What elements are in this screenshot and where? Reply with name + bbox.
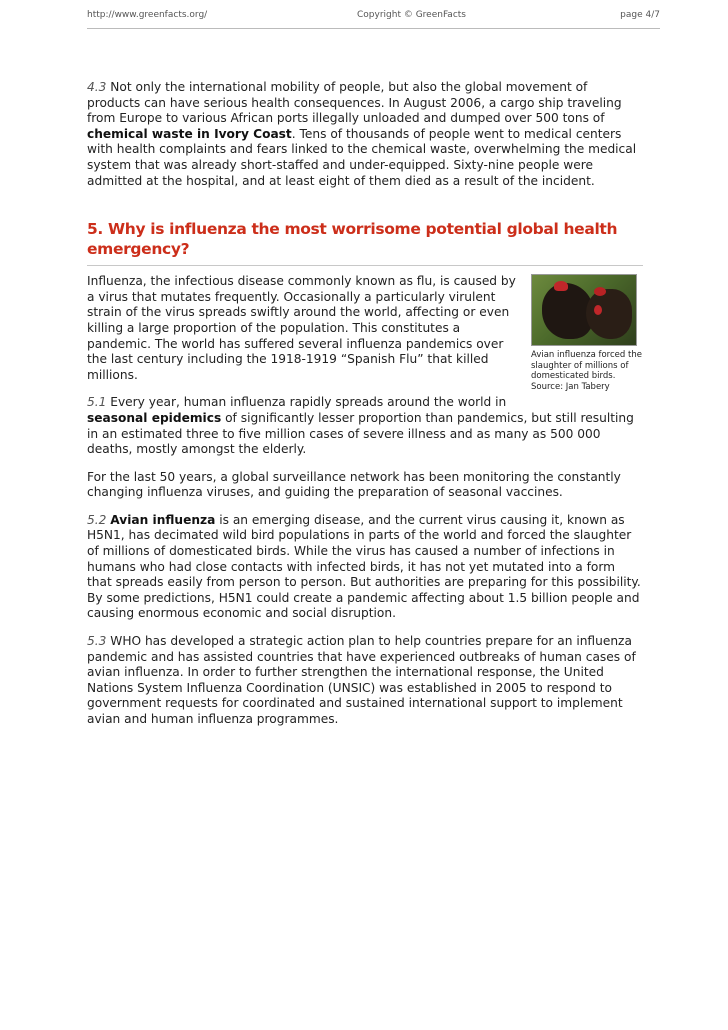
- header-page-number: page 4/7: [620, 10, 660, 20]
- header-url[interactable]: http://www.greenfacts.org/: [87, 10, 208, 20]
- section-number: 5.2: [87, 512, 107, 527]
- paragraph-5-3: 5.3 WHO has developed a strategic action plan to help countries prepare for an influenza pandemic and has assisted countries that have experienced outbreaks of human cases of avian influenza. In order to further strengthen the international response, the United Nations System Influenza Coordination (UNSIC) was established in 2005 to respond to government requests for coordinated and sustained international support to implement avian and human influenza programmes.: [87, 634, 636, 726]
- hens-photo: [531, 274, 637, 346]
- page-header: [87, 10, 660, 29]
- figure-hens: [531, 274, 643, 392]
- figure-source: Source: Jan Tabery: [531, 381, 610, 392]
- keyword-avian-influenza: Avian influenza: [110, 512, 216, 527]
- figure-caption: Avian influenza forced the slaughter of millions of domesticated birds.: [531, 350, 642, 382]
- section-number: 4.3: [87, 80, 107, 94]
- header-copyright: Copyright © GreenFacts: [357, 10, 466, 20]
- section-number: 5.1: [87, 395, 107, 410]
- keyword-chemical-waste: chemical waste in Ivory Coast: [87, 126, 292, 141]
- section-number: 5.3: [87, 634, 107, 649]
- paragraph-surveillance: For the last 50 years, a global surveillance network has been monitoring the constantly changing influenza viruses, and guiding the preparation of seasonal vaccines.: [87, 469, 621, 500]
- paragraph-5-2: 5.2 Avian influenza is an emerging disease, and the current virus causing it, known as H5N1, has decimated wild bird populations in parts of the world and forced the slaughter of millions of domesticated birds. While the virus has caused a number of infections in humans who had close contacts with infected birds, it has not yet mutated into a form that spreads easily from person to person. But authorities are preparing for this possibility. By some predictions, H5N1 could create a pandemic affecting about 1.5 billion people and causing enormous economic and social disruption.: [87, 512, 641, 621]
- paragraph-4-3: 4.3 Not only the international mobility of people, but also the global movement of products can have serious health consequences. In August 2006, a cargo ship traveling from Europe to various African ports illegally unloaded and dumped over 500 tons of chemical waste in Ivory Coast. Tens of thousands of people went to medical centers with health complaints and fears linked to the chemical waste, overwhelming the medical system that was already short-staffed and under-equipped. Sixty-nine people were admitted at the hospital, and at least eight of them died as a result of the incident.: [87, 80, 637, 188]
- section-heading: 5. Why is influenza the most worrisome potential global health emergency?: [87, 219, 643, 266]
- document-body: [87, 80, 643, 740]
- paragraph-5-1: 5.1 Every year, human influenza rapidly spreads around the world in seasonal epidemics of significantly lesser proportion than pandemics, but still resulting in an estimated three to five million cases of severe illness and as many as 500 000 deaths, mostly amongst the elderly.: [87, 395, 634, 457]
- paragraph-intro: Influenza, the infectious disease commonly known as flu, is caused by a virus that mutates frequently. Occasionally a particularly virulent strain of the virus spreads swiftly around the world, affecting or even killing a large proportion of the population. This constitutes a pandemic. The world has suffered several influenza pandemics over the last century including the 1918-1919 “Spanish Flu” that killed millions.: [87, 274, 516, 382]
- keyword-seasonal-epidemics: seasonal epidemics: [87, 410, 222, 425]
